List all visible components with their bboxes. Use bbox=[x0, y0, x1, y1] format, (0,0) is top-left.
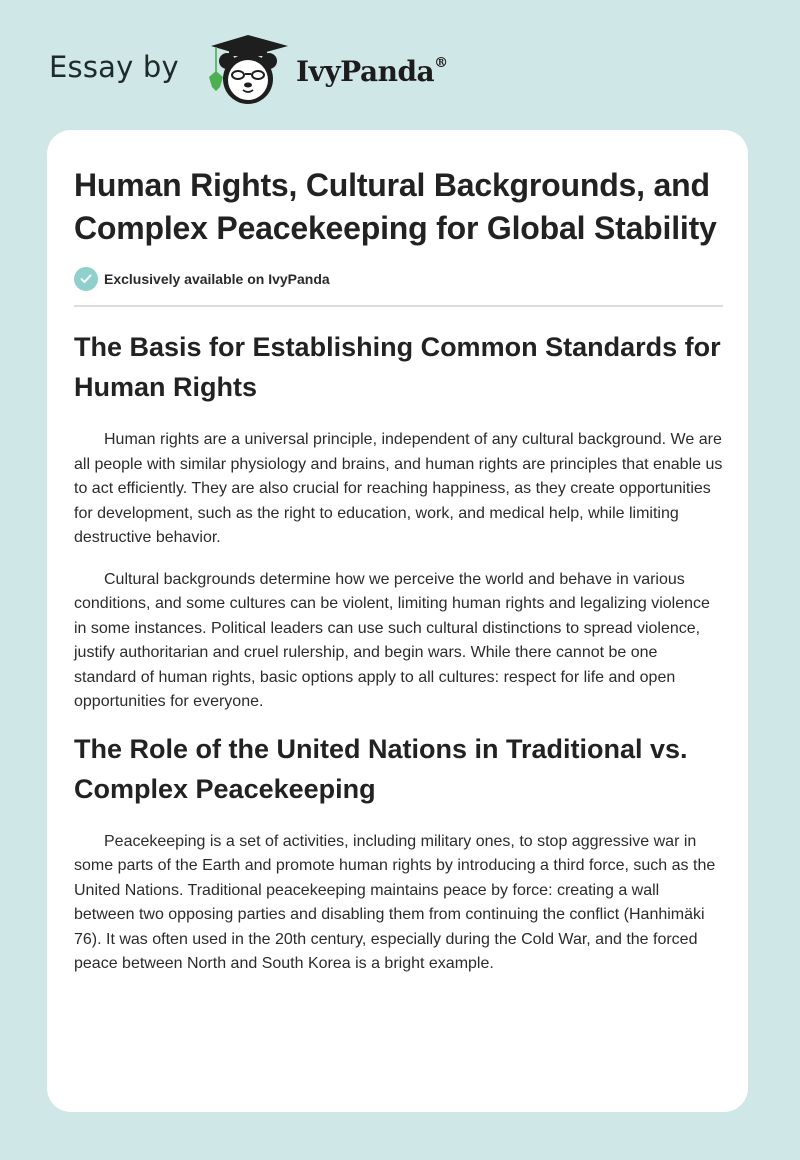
brand-logo[interactable] bbox=[296, 55, 448, 88]
section-heading: The Basis for Establishing Common Standards for Human Rights bbox=[74, 332, 721, 402]
check-circle-icon bbox=[74, 267, 98, 291]
essay-card bbox=[47, 130, 748, 1112]
paragraph: Peacekeeping is a set of activities, including military ones, to stop aggressive war in some parts of the Earth and promote human rights by introducing a third force, such as the United Nations. Traditional peacekeeping maintains peace by force: creating a wall between two opposing parties and disabling them from continuing the conflict (Hanhimäki 76). It was often used in the 20th century, especially during the Cold War, and the forced peace between North and South Korea is a bright example. bbox=[74, 832, 716, 972]
essay-by-label: Essay by bbox=[49, 50, 179, 84]
essay-title: Human Rights, Cultural Backgrounds, and Complex Peacekeeping for Global Stability bbox=[74, 167, 717, 246]
registered-mark: ® bbox=[434, 54, 448, 71]
essay-content bbox=[74, 164, 723, 977]
section-common-standards bbox=[74, 327, 723, 715]
site-header bbox=[0, 0, 800, 130]
brand-name: IvyPanda bbox=[296, 55, 435, 88]
paragraph: Human rights are a universal principle, independent of any cultural background. We are all people with similar physiology and brains, and human rights are principles that enable us to act efficiently. They are also crucial for reaching happiness, as they create opportunities for development, such as the right to education, work, and medical help, while limiting destructive behavior. bbox=[74, 431, 723, 546]
divider bbox=[74, 305, 723, 307]
exclusive-badge bbox=[74, 267, 723, 291]
section-un-peacekeeping bbox=[74, 729, 723, 977]
section-heading: The Role of the United Nations in Traditional vs. Complex Peacekeeping bbox=[74, 733, 688, 804]
exclusive-label: Exclusively available on IvyPanda bbox=[104, 271, 330, 287]
paragraph: Cultural backgrounds determine how we perceive the world and behave in various conditions, and some cultures can be violent, limiting human rights and legalizing violence in some instances. Political leaders can use such cultural distinctions to spread violence, justify authoritarian and cruel rulership, and begin wars. While there cannot be one standard of human rights, basic options apply to all cultures: respect for life and open opportunities for everyone. bbox=[74, 570, 710, 710]
panda-graduate-icon[interactable] bbox=[203, 35, 293, 107]
